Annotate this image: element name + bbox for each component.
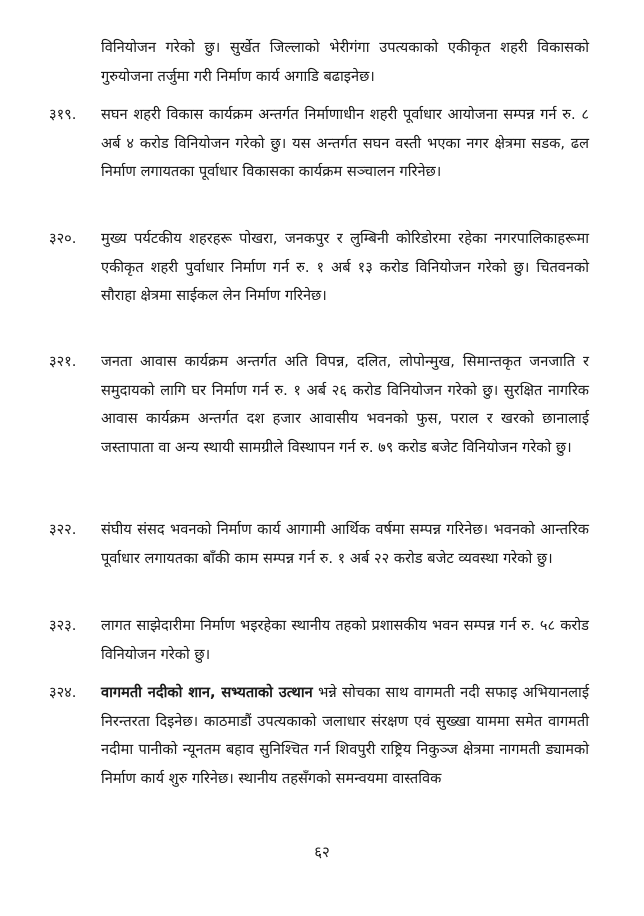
paragraph-324 [49, 679, 589, 793]
paragraph-319 [49, 101, 589, 187]
continuation-paragraph [101, 34, 589, 91]
paragraph-number: ३२०. [49, 230, 77, 247]
paragraph-number: ३२३. [49, 617, 77, 634]
paragraph-text: मुख्य पर्यटकीय शहरहरू पोखरा, जनकपुर र लुम्बिनी कोरिडोरमा रहेका नगरपालिकाहरूमा एकीकृत शहरी पुर्वाधार निर्माण गर्न रु. १ अर्ब १३ करोड विनियोजन गरेको छु। चितवनको सौराहा क्षेत्रमा साईकल लेन निर्माण गरिनेछ। [101, 230, 589, 305]
paragraph-text: संघीय संसद भवनको निर्माण कार्य आगामी आर्थिक वर्षमा सम्पन्न गरिनेछ। भवनको आन्तरिक पूर्वाधार लगायतका बाँकी काम सम्पन्न गर्न रु. १ अर्ब २२ करोड बजेट व्यवस्था गरेको छु। [101, 521, 589, 567]
paragraph-322 [49, 516, 589, 573]
paragraph-text: लागत साझेदारीमा निर्माण भइरहेका स्थानीय तहको प्रशासकीय भवन सम्पन्न गर्न रु. ५८ करोड विनियोजन गरेको छु। [101, 617, 589, 663]
paragraph-number: ३२४. [49, 684, 77, 701]
paragraph-320 [49, 225, 589, 311]
page-number: ६२ [314, 843, 330, 861]
paragraph-number: ३२२. [49, 521, 77, 538]
paragraph-bold-lead: वागमती नदीको शान, सभ्यताको उत्थान [101, 684, 313, 701]
paragraph-text: सघन शहरी विकास कार्यक्रम अन्तर्गत निर्माणाधीन शहरी पूर्वाधार आयोजना सम्पन्न गर्न रु. ८ अर्ब ४ करोड विनियोजन गरेको छु। यस अन्तर्गत सघन वस्ती भएका नगर क्षेत्रमा सडक, ढल निर्माण लगायतका पूर्वाधार विकासका कार्यक्रम सञ्चालन गरिनेछ। [101, 106, 589, 181]
paragraph-text: जनता आवास कार्यक्रम अन्तर्गत अति विपन्न, दलित, लोपोन्मुख, सिमान्तकृत जनजाति र समुदायको लागि घर निर्माण गर्न रु. १ अर्ब २६ करोड विनियोजन गरेको छु। सुरक्षित नागरिक आवास कार्यक्रम अन्तर्गत दश हजार आवासीय भवनको फुस, पराल र खरको छानालाई जस्तापाता वा अन्य स्थायी सामग्रीले विस्थापन गर्न रु. ७९ करोड बजेट विनियोजन गरेको छु। [101, 353, 589, 456]
continuation-text: विनियोजन गरेको छु। सुर्खेत जिल्लाको भेरीगंगा उपत्यकाको एकीकृत शहरी विकासको गुरुयोजना तर्जुमा गरी निर्माण कार्य अगाडि बढाइनेछ। [101, 39, 589, 85]
paragraph-body: भन्ने सोचका साथ वागमती नदी सफाइ अभियानलाई निरन्तरता दिइनेछ। काठमाडौं उपत्यकाको जलाधार संरक्षण एवं सुख्खा याममा समेत वागमती नदीमा पानीको न्यूनतम बहाव सुनिश्चित गर्न शिवपुरी राष्ट्रिय निकुञ्ज क्षेत्रमा नागमती ड्यामको निर्माण कार्य शुरु गरिनेछ। स्थानीय तहसँगको समन्वयमा वास्तविक [101, 684, 590, 787]
paragraph-text [101, 679, 589, 793]
paragraph-number: ३२१. [49, 353, 77, 370]
paragraph-321 [49, 348, 589, 462]
paragraph-number: ३१९. [49, 106, 77, 123]
paragraph-323 [49, 612, 589, 669]
